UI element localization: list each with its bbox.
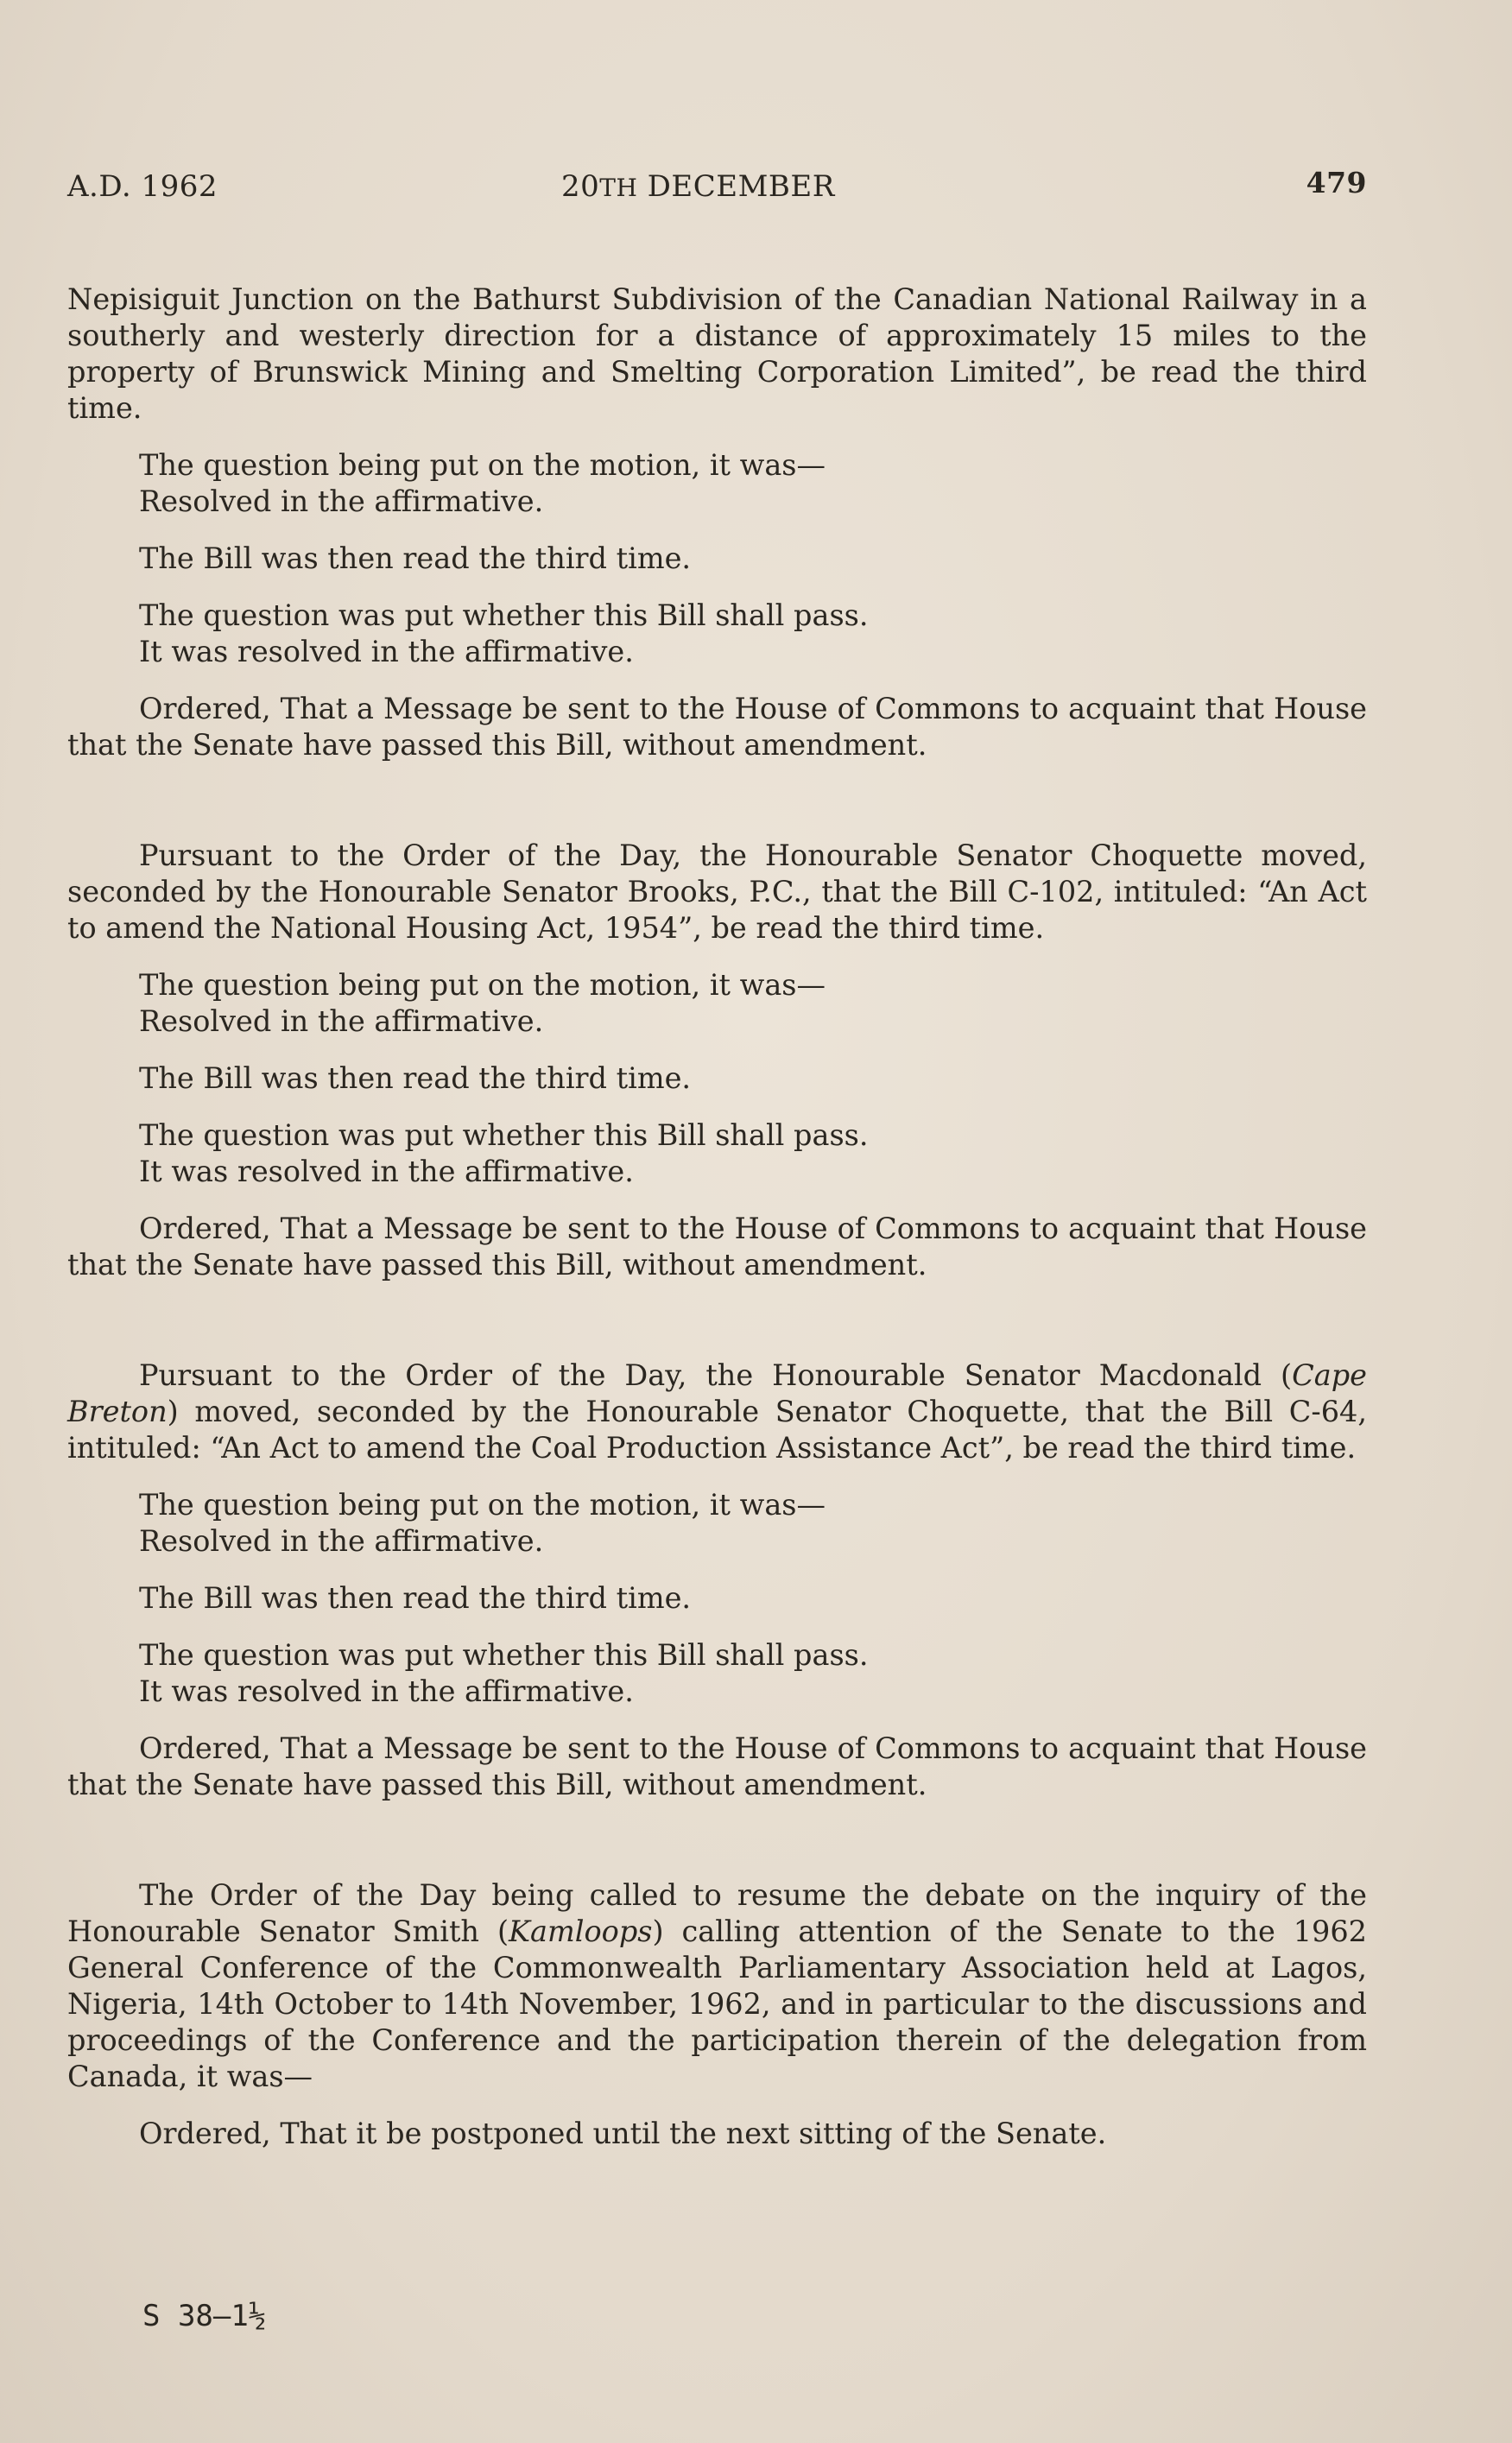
section-2-question-motion: The question being put on the motion, it was—	[139, 968, 826, 1002]
header-date	[561, 169, 835, 204]
section-4-ordered: Ordered, That it be postponed until the next sitting of the Senate.	[139, 2117, 1107, 2150]
page-header	[67, 166, 1367, 212]
section-4-opening	[67, 1877, 1367, 2095]
section-2-resolved-pass: It was resolved in the affirmative.	[139, 1155, 634, 1188]
section-3-question-motion: The question being put on the motion, it was—	[139, 1488, 826, 1522]
section-1-question-pass: The question was put whether this Bill shall pass.	[139, 598, 869, 632]
section-3-opening-italic: Cape Breton	[67, 1358, 1367, 1428]
section-3-resolved: Resolved in the affirmative.	[139, 1524, 544, 1558]
section-3-ordered: Ordered, That a Message be sent to the House of Commons to acquaint that House that the Senate have passed this Bill, without amendment.	[67, 1731, 1367, 1801]
header-date-month: DECEMBER	[647, 169, 835, 204]
page-number: 479	[1306, 166, 1367, 199]
header-year: A.D. 1962	[67, 169, 218, 204]
section-3-opening-post: ) moved, seconded by the Honourable Senator Choquette, that the Bill C-64, intituled: “An Act to amend the Coal Production Assistance Act”, be read the third time.	[67, 1395, 1367, 1465]
section-1-ordered: Ordered, That a Message be sent to the House of Commons to acquaint that House that the Senate have passed this Bill, without amendment.	[67, 692, 1367, 762]
section-4-opening-italic: Kamloops	[509, 1915, 653, 1948]
section-1-resolved: Resolved in the affirmative.	[139, 484, 544, 518]
page-body	[67, 282, 1367, 2152]
section-4-opening-pre: The Order of the Day being called to resume the debate on the inquiry of the Honourable Senator Smith (	[67, 1878, 1367, 1948]
section-3-opening-pre: Pursuant to the Order of the Day, the Honourable Senator Macdonald (	[139, 1358, 1293, 1392]
section-2-opening: Pursuant to the Order of the Day, the Honourable Senator Choquette moved, seconded by the Honourable Senator Brooks, P.C., that the Bill C-102, intituled: “An Act to amend the National Housing Act, 1954”, be read the third time.	[67, 839, 1367, 945]
document-page	[67, 166, 1367, 2150]
page-footer-signature: S 38—1½	[142, 2299, 267, 2333]
section-3-third-reading: The Bill was then read the third time.	[139, 1581, 692, 1615]
section-1-opening: Nepisiguit Junction on the Bathurst Subdivision of the Canadian National Railway in a southerly and westerly direction for a distance of approximately 15 miles to the property of Brunswick Mining and Smelting Corporation Limited”, be read the third time.	[67, 282, 1367, 425]
section-1-resolved-pass: It was resolved in the affirmative.	[139, 635, 634, 668]
header-date-suffix: TH	[599, 174, 638, 202]
section-2-third-reading: The Bill was then read the third time.	[139, 1061, 692, 1095]
section-3-resolved-pass: It was resolved in the affirmative.	[139, 1674, 634, 1708]
section-2-resolved: Resolved in the affirmative.	[139, 1004, 544, 1038]
section-3-opening	[67, 1358, 1367, 1466]
section-1-third-reading: The Bill was then read the third time.	[139, 541, 692, 575]
section-2-question-pass: The question was put whether this Bill shall pass.	[139, 1118, 869, 1152]
section-2-ordered: Ordered, That a Message be sent to the House of Commons to acquaint that House that the Senate have passed this Bill, without amendment.	[67, 1212, 1367, 1282]
section-3-question-pass: The question was put whether this Bill shall pass.	[139, 1638, 869, 1672]
section-4-opening-post: ) calling attention of the Senate to the 1962 General Conference of the Commonwealth Parliamentary Association held at Lagos, Nigeria, 14th October to 14th November, 1962, and in particular to the discussions and proceedings of the Conference and the participation therein of the delegation from Canada, it was—	[67, 1915, 1367, 2093]
header-date-day: 20	[561, 169, 600, 204]
section-1-question-motion: The question being put on the motion, it was—	[139, 448, 826, 482]
